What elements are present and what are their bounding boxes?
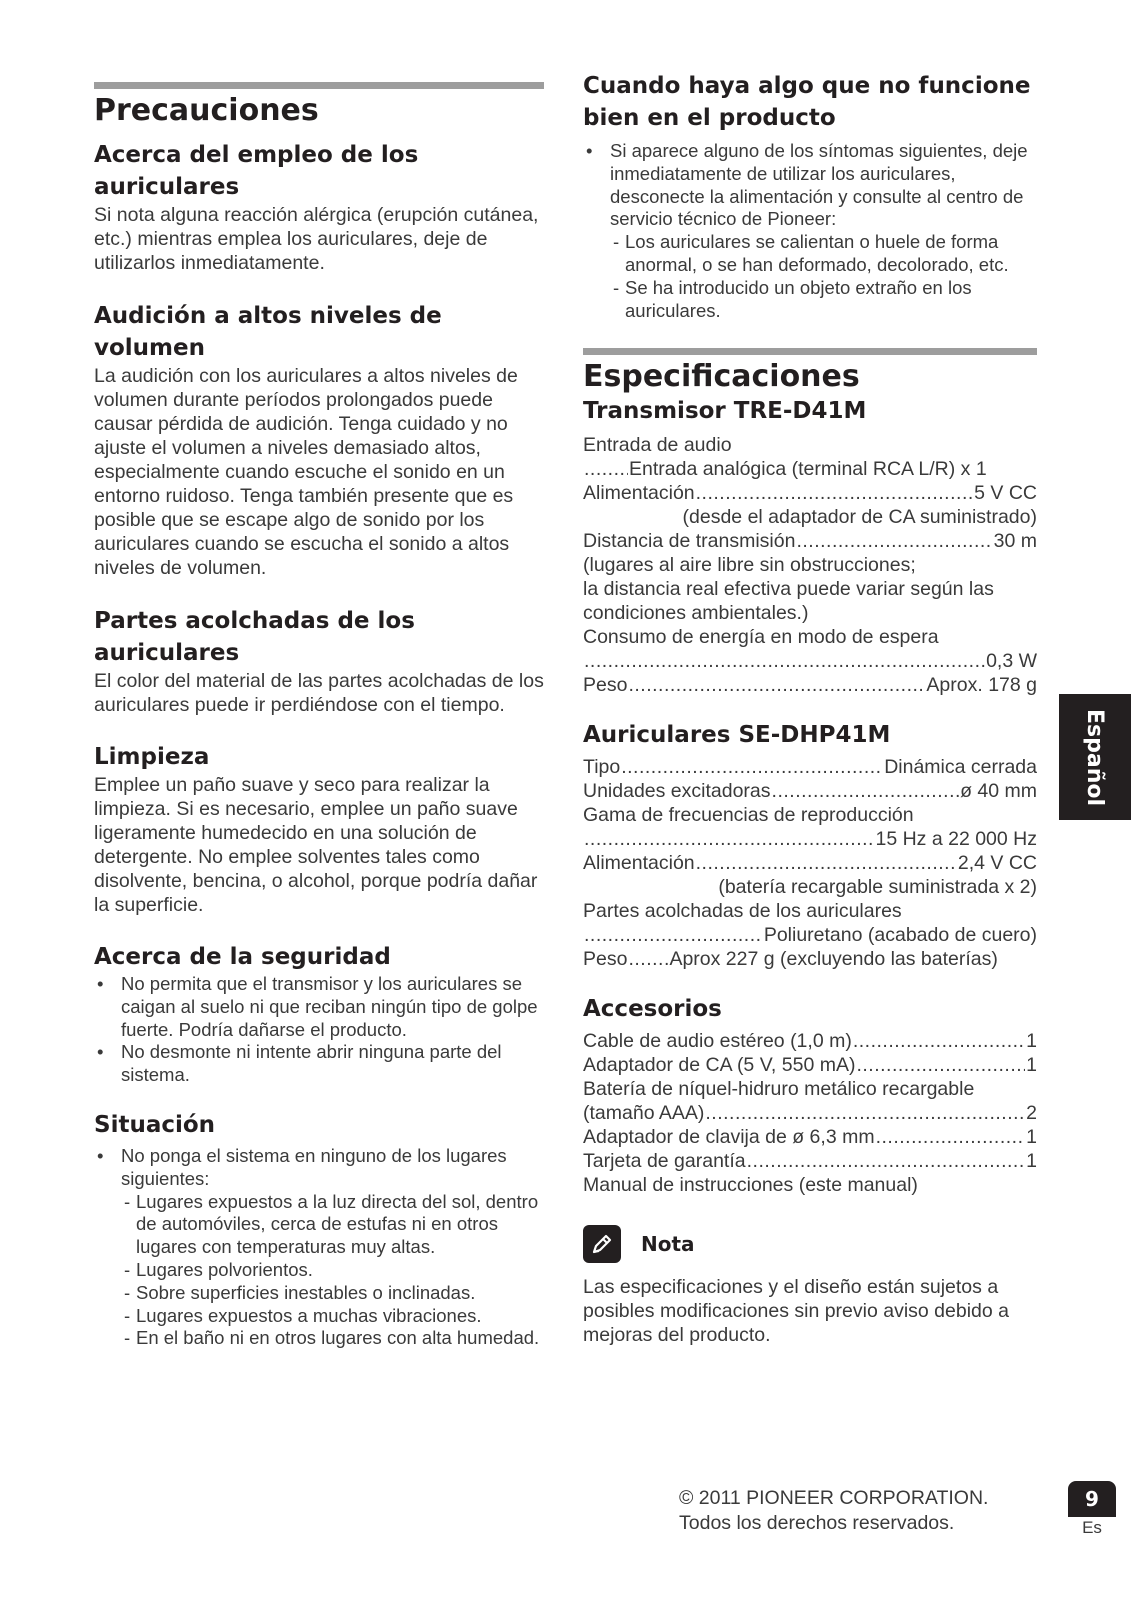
spec-label: Entrada de audio <box>583 434 732 457</box>
trouble-list <box>583 140 1037 322</box>
list-item: - En el baño ni en otros lugares con alta humedad. <box>121 1327 544 1350</box>
page-number: 9 <box>1068 1481 1116 1517</box>
headphone-specs <box>583 755 1037 971</box>
spec-label: (tamaño AAA) <box>583 1102 705 1125</box>
spec-label: Distancia de transmisión <box>583 530 796 553</box>
dot-leader <box>747 1149 1026 1173</box>
list-item <box>94 1145 544 1350</box>
list-item: - Lugares polvorientos. <box>121 1259 544 1282</box>
spec-label: Gama de frecuencias de reproducción <box>583 804 914 827</box>
spec-row <box>583 923 1037 947</box>
spec-row <box>583 947 1037 971</box>
dot-leader <box>621 755 883 779</box>
specifications-title: Especificaciones <box>583 359 860 395</box>
placement-sublist <box>121 1191 544 1351</box>
dot-leader <box>584 649 985 673</box>
dot-leader <box>796 529 992 553</box>
right-column <box>583 0 1037 1347</box>
spec-row <box>583 457 1037 481</box>
dot-leader <box>696 481 974 505</box>
spec-label: Consumo de energía en modo de espera <box>583 626 939 649</box>
spec-value: 15 Hz a 22 000 Hz <box>875 828 1037 851</box>
list-item: - Sobre superficies inestables o inclinadas. <box>121 1282 544 1305</box>
list-item: - Se ha introducido un objeto extraño en los auriculares. <box>610 277 1037 323</box>
spec-row <box>583 755 1037 779</box>
spec-row <box>583 649 1037 673</box>
volume-text: La audición con los auriculares a altos niveles de volumen durante períodos prolongados puede causar pérdida de audición. Tenga cuidado y no ajuste el volumen a niveles demasiado altos, especialmente cuando escuche el sonido en un entorno ruidoso. Tenga también presente que es posible que se escape algo de sonido por los auriculares cuando se escucha el sonido a altos niveles de volumen. <box>94 365 518 579</box>
dot-leader <box>584 827 874 851</box>
spec-row <box>583 1149 1037 1173</box>
safety-list <box>94 973 544 1087</box>
spec-value: 1 <box>1026 1054 1037 1077</box>
list-item: - Lugares expuestos a la luz directa del sol, dentro de automóviles, cerca de estufas ni en otros lugares con temperaturas muy altas. <box>121 1191 544 1259</box>
accessories-heading: Accesorios <box>583 996 722 1023</box>
spec-value: Aprox. 178 g <box>926 674 1037 697</box>
spec-value: 1 <box>1026 1030 1037 1053</box>
spec-value: 2,4 V CC <box>957 852 1037 875</box>
spec-label: Partes acolchadas de los auriculares <box>583 900 902 923</box>
spec-label: Peso <box>583 674 628 697</box>
spec-value: 1 <box>1026 1126 1037 1149</box>
dot-leader <box>584 457 628 481</box>
spec-note: (batería recargable suministrada x 2) <box>718 876 1037 899</box>
spec-value: Aprox 227 g (excluyendo las baterías) <box>669 948 998 971</box>
dot-leader <box>584 923 763 947</box>
left-column <box>94 0 544 1350</box>
spec-row <box>583 673 1037 697</box>
cleaning-heading: Limpieza <box>94 744 210 770</box>
cleaning-text: Emplee un paño suave y seco para realizar la limpieza. Si es necesario, emplee un paño suave ligeramente humedecido en una solución de detergente. No emplee solventes tales como disolvente, bencina, o alcohol, porque podría dañar la superficie. <box>94 774 538 916</box>
list-item: • No permita que el transmisor y los auriculares se caigan al suelo ni que reciban ningún tipo de golpe fuerte. Podría dañarse el producto. <box>94 973 544 1041</box>
list-item: • No desmonte ni intente abrir ninguna parte del sistema. <box>94 1041 544 1087</box>
dot-leader <box>853 1029 1025 1053</box>
accessories-list <box>583 1029 1037 1197</box>
spec-row <box>583 1029 1037 1053</box>
spec-row <box>583 481 1037 505</box>
spec-label: Adaptador de CA (5 V, 550 mA) <box>583 1054 856 1077</box>
note-label: Nota <box>641 1232 695 1257</box>
transmitter-heading: Transmisor TRE-D41M <box>583 398 867 425</box>
spec-label: Cable de audio estéreo (1,0 m) <box>583 1030 852 1053</box>
spec-label: Tarjeta de garantía <box>583 1150 746 1173</box>
language-tab <box>1059 694 1131 820</box>
spec-row <box>583 827 1037 851</box>
note-text: Las especificaciones y el diseño están sujetos a posibles modificaciones sin previo aviso debido a mejoras del producto. <box>583 1276 1009 1347</box>
trouble-sublist <box>610 231 1037 322</box>
spec-note: (desde el adaptador de CA suministrado) <box>682 506 1037 529</box>
dot-leader <box>696 851 957 875</box>
spec-note: la distancia real efectiva puede variar según las condiciones ambientales.) <box>583 578 994 625</box>
spec-value: 0,3 W <box>986 650 1037 673</box>
page-language: Es <box>1082 1518 1102 1537</box>
spec-value: Entrada analógica (terminal RCA L/R) x 1 <box>629 458 987 481</box>
pads-heading: Partes acolchadas de los auriculares <box>94 608 415 666</box>
section-rule <box>583 348 1037 355</box>
transmitter-specs <box>583 433 1037 697</box>
safety-heading: Acerca de la seguridad <box>94 944 391 970</box>
list-item: - Los auriculares se calientan o huele de forma anormal, o se han deformado, decolorado, etc. <box>610 231 1037 277</box>
spec-row <box>583 851 1037 875</box>
list-item: - Lugares expuestos a muchas vibraciones. <box>121 1305 544 1328</box>
spec-label: Adaptador de clavija de ø 6,3 mm <box>583 1126 875 1149</box>
spec-row <box>583 779 1037 803</box>
spec-label: Tipo <box>583 756 621 779</box>
footer <box>679 1486 988 1536</box>
list-item <box>583 140 1037 322</box>
placement-heading: Situación <box>94 1111 216 1138</box>
dot-leader <box>856 1053 1025 1077</box>
trouble-intro: Si aparece alguno de los síntomas siguientes, deje inmediatamente de utilizar los auriculares, desconecte la alimentación y consulte al centro de servicio técnico de Pioneer: <box>610 140 1028 230</box>
spec-label: Unidades excitadoras <box>583 780 771 803</box>
dot-leader <box>876 1125 1026 1149</box>
spec-value: 30 m <box>993 530 1037 553</box>
pads-text: El color del material de las partes acolchadas de los auriculares puede ir perdiéndose con el tiempo. <box>94 670 544 716</box>
trouble-heading: Cuando haya algo que no funcione bien en el producto <box>583 73 1031 131</box>
spec-note: (lugares al aire libre sin obstrucciones; <box>583 554 916 577</box>
section-rule <box>94 82 544 89</box>
spec-value: Poliuretano (acabado de cuero) <box>763 924 1037 947</box>
dot-leader <box>628 673 925 697</box>
spec-value: 1 <box>1026 1150 1037 1173</box>
spec-row <box>583 529 1037 553</box>
headphones-heading: Auriculares SE-DHP41M <box>583 722 891 749</box>
headphone-use-heading: Acerca del empleo de los auriculares <box>94 142 419 200</box>
copyright: © 2011 PIONEER CORPORATION. <box>679 1487 989 1509</box>
precautions-title: Precauciones <box>94 93 319 128</box>
volume-heading: Audición a altos niveles de volumen <box>94 303 442 361</box>
spec-label: Peso <box>583 948 628 971</box>
placement-list <box>94 1145 544 1350</box>
spec-row <box>583 1125 1037 1149</box>
spec-value: 5 V CC <box>974 482 1037 505</box>
spec-label: Alimentación <box>583 482 695 505</box>
language-tab-label: Español <box>1082 708 1108 806</box>
note-header <box>583 1225 1037 1263</box>
spec-row <box>583 1053 1037 1077</box>
spec-row <box>583 1101 1037 1125</box>
spec-label: Manual de instrucciones (este manual) <box>583 1174 918 1197</box>
dot-leader <box>628 947 668 971</box>
placement-intro: No ponga el sistema en ninguno de los lugares siguientes: <box>121 1144 507 1189</box>
dot-leader <box>705 1101 1025 1125</box>
pencil-icon <box>583 1225 621 1263</box>
spec-label: Alimentación <box>583 852 695 875</box>
spec-value: Dinámica cerrada <box>884 756 1037 779</box>
dot-leader <box>772 779 960 803</box>
spec-value: 2 <box>1026 1102 1037 1125</box>
spec-value: ø 40 mm <box>960 780 1037 803</box>
spec-label: Batería de níquel-hidruro metálico recargable <box>583 1078 975 1101</box>
headphone-use-text: Si nota alguna reacción alérgica (erupción cutánea, etc.) mientras emplea los auriculares, deje de utilizarlos inmediatamente. <box>94 204 539 274</box>
rights-notice: Todos los derechos reservados. <box>679 1512 955 1534</box>
